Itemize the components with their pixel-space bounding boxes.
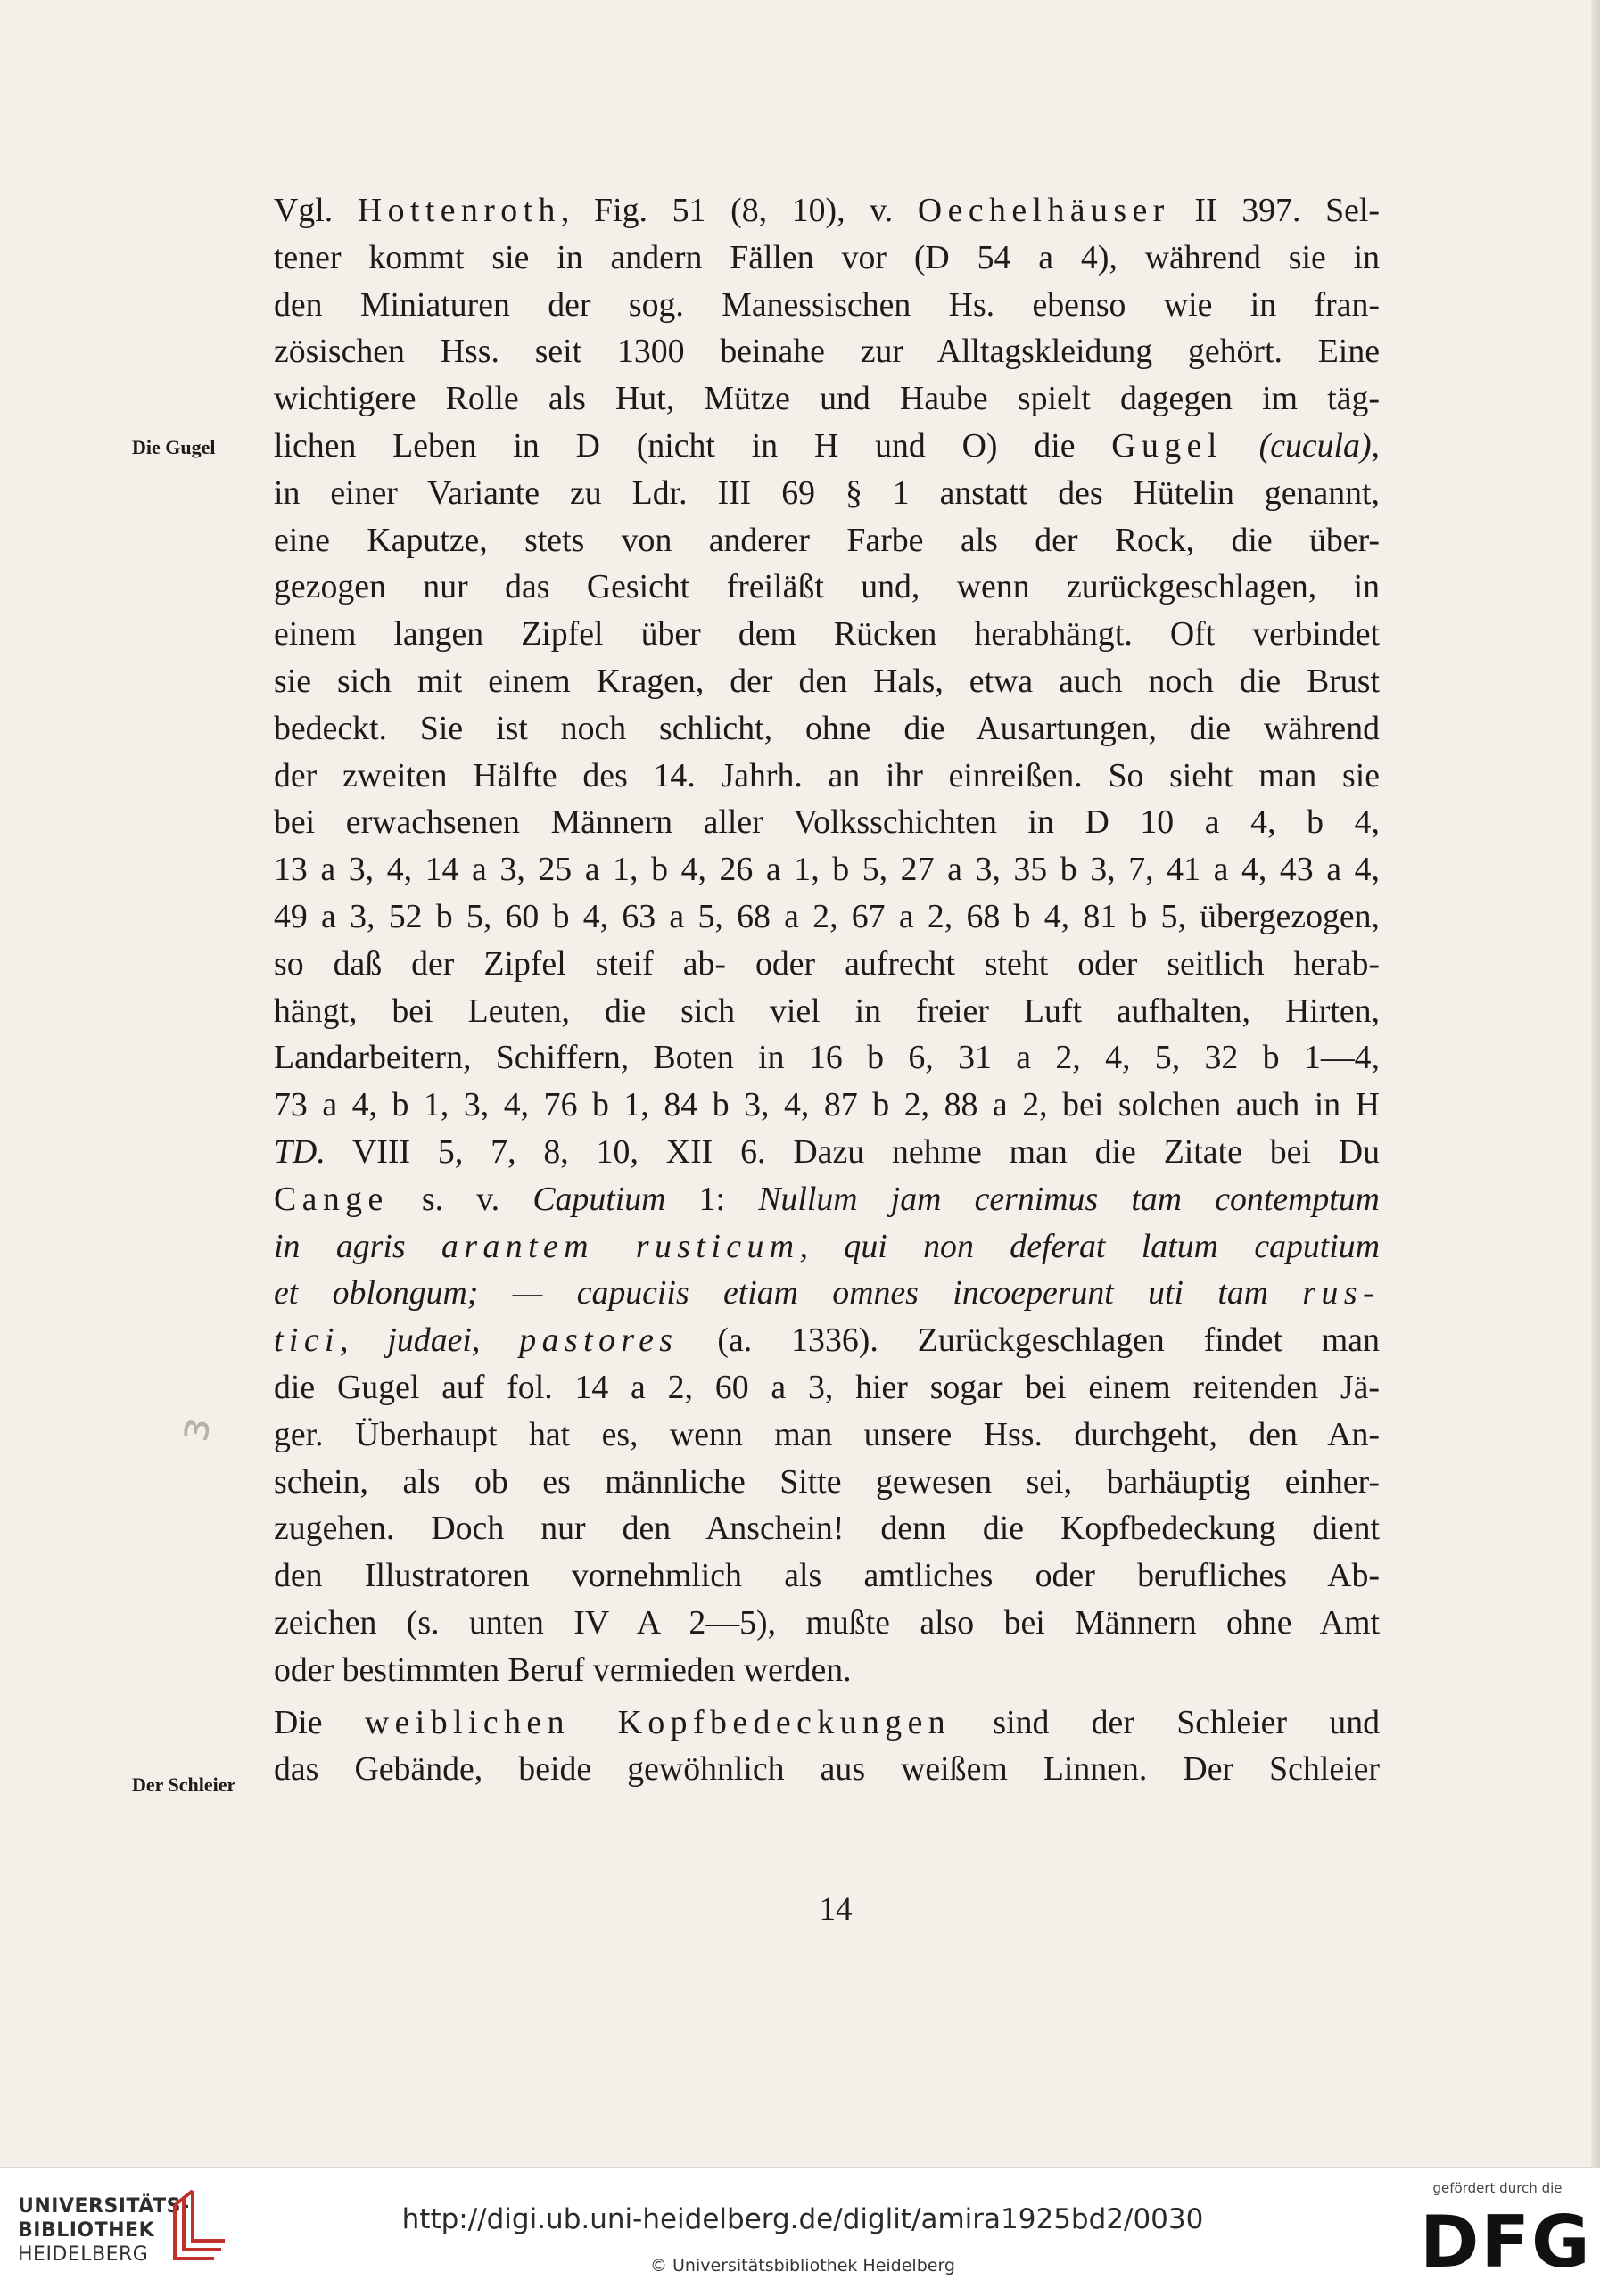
text-line: zeichen (s. unten IV A 2—5), mußte also bei Männern ohne Amt (274, 1603, 1380, 1642)
text-line: bedeckt. Sie ist noch schlicht, ohne die Ausartungen, die während (274, 709, 1380, 747)
text-line: bei erwachsenen Männern aller Volksschichten in D 10 a 4, b 4, (274, 803, 1380, 842)
footer-bar (0, 2167, 1600, 2296)
text-line: 73 a 4, b 1, 3, 4, 76 b 1, 84 b 3, 4, 87 b 2, 88 a 2, bei solchen auch in H (274, 1086, 1380, 1124)
text-line: das Gebände, beide gewöhnlich aus weißem Linnen. Der Schleier (274, 1750, 1380, 1789)
page-number: 14 (819, 1891, 853, 1928)
text-line: wichtigere Rolle als Hut, Mütze und Haube spielt dagegen im täg- (274, 380, 1380, 418)
text-line: lichen Leben in D (nicht in H und O) die Gugel (cucula), (274, 426, 1380, 465)
permalink-url[interactable]: http://digi.ub.uni-heidelberg.de/diglit/amira1925bd2/0030 (401, 2203, 1204, 2235)
marginal-note-schleier: Der Schleier (132, 1773, 236, 1796)
text-line: den Miniaturen der sog. Manessischen Hs. ebenso wie in fran- (274, 285, 1380, 324)
text-line: oder bestimmten Beruf vermieden werden. (274, 1650, 852, 1689)
pencil-mark-icon: ɜ (167, 1413, 221, 1445)
text-line: eine Kaputze, stets von anderer Farbe als der Rock, die über- (274, 521, 1380, 559)
text-line: gezogen nur das Gesicht freiläßt und, wenn zurückgeschlagen, in (274, 568, 1380, 606)
text-line: Die weiblichen Kopfbedeckungen sind der Schleier und (274, 1703, 1380, 1741)
dfg-logo[interactable]: DFG (1420, 2201, 1592, 2284)
text-line: in agris arantem rusticum, qui non deferat latum caputium (274, 1227, 1380, 1265)
text-line: die Gugel auf fol. 14 a 2, 60 a 3, hier sogar bei einem reitenden Jä- (274, 1368, 1380, 1406)
text-line: Vgl. Hottenroth, Fig. 51 (8, 10), v. Oechelhäuser II 397. Sel- (274, 192, 1380, 229)
text-line: zösischen Hss. seit 1300 beinahe zur Alltagskleidung gehört. Eine (274, 333, 1380, 371)
text-line: tener kommt sie in andern Fällen vor (D 54 a 4), während sie in (274, 238, 1380, 276)
library-name[interactable]: UNIVERSITÄTS- BIBLIOTHEK HEIDELBERG (18, 2195, 190, 2266)
text-line: Landarbeitern, Schiffern, Boten in 16 b 6, 31 a 2, 4, 5, 32 b 1—4, (274, 1039, 1380, 1077)
text-line: so daß der Zipfel steif ab- oder aufrecht steht oder seitlich herab- (274, 944, 1380, 983)
text-line: et oblongum; — capuciis etiam omnes incoeperunt uti tam rus- (274, 1274, 1380, 1313)
text-line: einem langen Zipfel über dem Rücken herabhängt. Oft verbindet (274, 615, 1380, 654)
text-line: schein, als ob es männliche Sitte gewesen sei, barhäuptig einher- (274, 1462, 1380, 1501)
text-line: ger. Überhaupt hat es, wenn man unsere Hss. durchgeht, den An- (274, 1415, 1380, 1453)
text-line: zugehen. Doch nur den Anschein! denn die Kopfbedeckung dient (274, 1510, 1380, 1548)
text-line: sie sich mit einem Kragen, der den Hals, etwa auch noch die Brust (274, 662, 1380, 700)
text-line: tici, judaei, pastores (a. 1336). Zurückgeschlagen findet man (274, 1321, 1380, 1360)
funding-caption: gefördert durch die (1432, 2180, 1563, 2196)
text-line: in einer Variante zu Ldr. III 69 § 1 anstatt des Hütelin genannt, (274, 473, 1380, 512)
text-line: hängt, bei Leuten, die sich viel in freier Luft aufhalten, Hirten, (274, 992, 1380, 1030)
text-line: der zweiten Hälfte des 14. Jahrh. an ihr einreißen. So sieht man sie (274, 756, 1380, 794)
marginal-note-gugel: Die Gugel (132, 436, 216, 458)
copyright-notice: © Universitätsbibliothek Heidelberg (649, 2256, 955, 2275)
text-line: Cange s. v. Caputium 1: Nullum jam cernimus tam contemptum (274, 1180, 1380, 1218)
library-logo-icon[interactable] (162, 2187, 227, 2262)
page-edge (1591, 0, 1600, 2167)
text-line: TD. VIII 5, 7, 8, 10, XII 6. Dazu nehme man die Zitate bei Du (274, 1132, 1380, 1171)
body-text (274, 187, 1380, 1793)
text-line: den Illustratoren vornehmlich als amtliches oder berufliches Ab- (274, 1557, 1380, 1595)
text-line: 49 a 3, 52 b 5, 60 b 4, 63 a 5, 68 a 2, 67 a 2, 68 b 4, 81 b 5, übergezogen, (274, 897, 1380, 935)
text-line: 13 a 3, 4, 14 a 3, 25 a 1, b 4, 26 a 1, b 5, 27 a 3, 35 b 3, 7, 41 a 4, 43 a 4, (274, 851, 1380, 889)
